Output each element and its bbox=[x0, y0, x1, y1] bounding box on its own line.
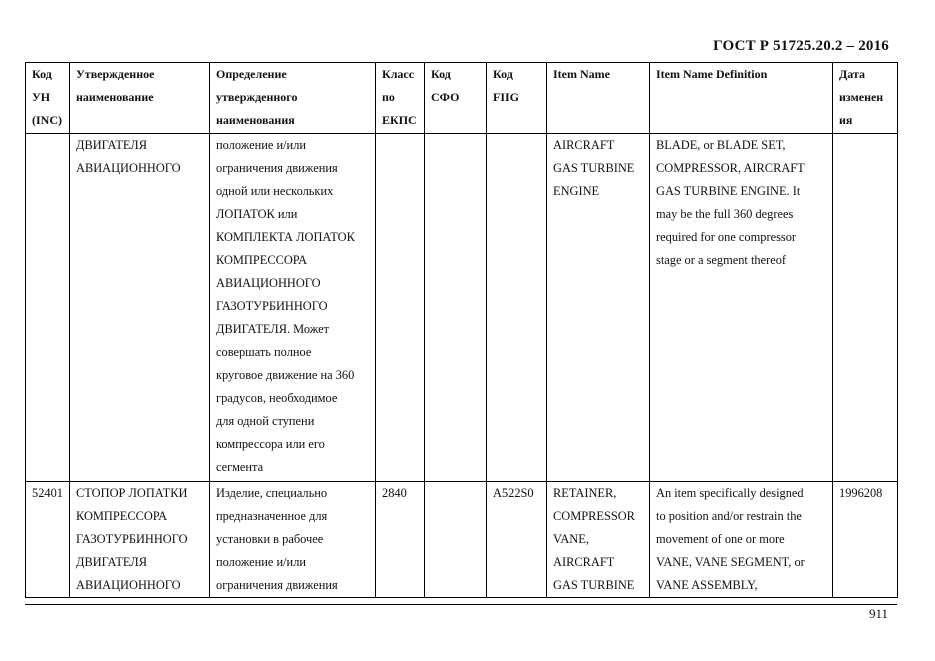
table-bottom-rule bbox=[25, 604, 897, 605]
table-header-row bbox=[26, 63, 898, 134]
cell-change-date bbox=[833, 134, 898, 482]
cell-fiig-code: A522S0 bbox=[487, 482, 547, 598]
cell-ekps-class: 2840 bbox=[376, 482, 425, 598]
document-header: ГОСТ Р 51725.20.2 – 2016 bbox=[713, 38, 889, 54]
col-header-fiig-code: Код FIIG bbox=[487, 63, 547, 134]
cell-item-name-definition: An item specifically designed to position and/or restrain the movement of one or more VANE, VANE SEGMENT, or VANE ASSEMBLY, bbox=[650, 482, 833, 598]
cell-name-definition: положение и/или ограничения движения одной или нескольких ЛОПАТОК или КОМПЛЕКТА ЛОПАТОК КОМПРЕССОРА АВИАЦИОННОГО ГАЗОТУРБИННОГО ДВИГАТЕЛЯ. Может совершать полное круговое движение на 360 градусов, необходимое для одной ступени компрессора или его сегмента bbox=[210, 134, 376, 482]
page-number: 911 bbox=[868, 606, 888, 621]
cell-item-name: RETAINER, COMPRESSOR VANE, AIRCRAFT GAS TURBINE bbox=[547, 482, 650, 598]
cell-inc-code bbox=[26, 134, 70, 482]
table-row bbox=[26, 482, 898, 598]
col-header-change-date: Дата изменен ия bbox=[833, 63, 898, 134]
col-header-approved-name: Утвержденное наименование bbox=[70, 63, 210, 134]
cell-fiig-code bbox=[487, 134, 547, 482]
cell-approved-name: ДВИГАТЕЛЯ АВИАЦИОННОГО bbox=[70, 134, 210, 482]
cell-sfo-code bbox=[425, 134, 487, 482]
catalog-table bbox=[25, 62, 898, 598]
cell-name-definition: Изделие, специально предназначенное для установки в рабочее положение и/или ограничения движения bbox=[210, 482, 376, 598]
col-header-item-name: Item Name bbox=[547, 63, 650, 134]
cell-inc-code: 52401 bbox=[26, 482, 70, 598]
cell-sfo-code bbox=[425, 482, 487, 598]
col-header-name-definition: Определение утвержденного наименования bbox=[210, 63, 376, 134]
col-header-sfo-code: Код СФО bbox=[425, 63, 487, 134]
cell-item-name: AIRCRAFT GAS TURBINE ENGINE bbox=[547, 134, 650, 482]
col-header-item-name-definition: Item Name Definition bbox=[650, 63, 833, 134]
cell-change-date: 1996208 bbox=[833, 482, 898, 598]
table-row bbox=[26, 134, 898, 482]
cell-item-name-definition: BLADE, or BLADE SET, COMPRESSOR, AIRCRAFT GAS TURBINE ENGINE. It may be the full 360 degrees required for one compressor stage or a segment thereof bbox=[650, 134, 833, 482]
col-header-inc-code: Код УН (INC) bbox=[26, 63, 70, 134]
cell-approved-name: СТОПОР ЛОПАТКИ КОМПРЕССОРА ГАЗОТУРБИННОГО ДВИГАТЕЛЯ АВИАЦИОННОГО bbox=[70, 482, 210, 598]
cell-ekps-class bbox=[376, 134, 425, 482]
col-header-ekps-class: Класс по ЕКПС bbox=[376, 63, 425, 134]
